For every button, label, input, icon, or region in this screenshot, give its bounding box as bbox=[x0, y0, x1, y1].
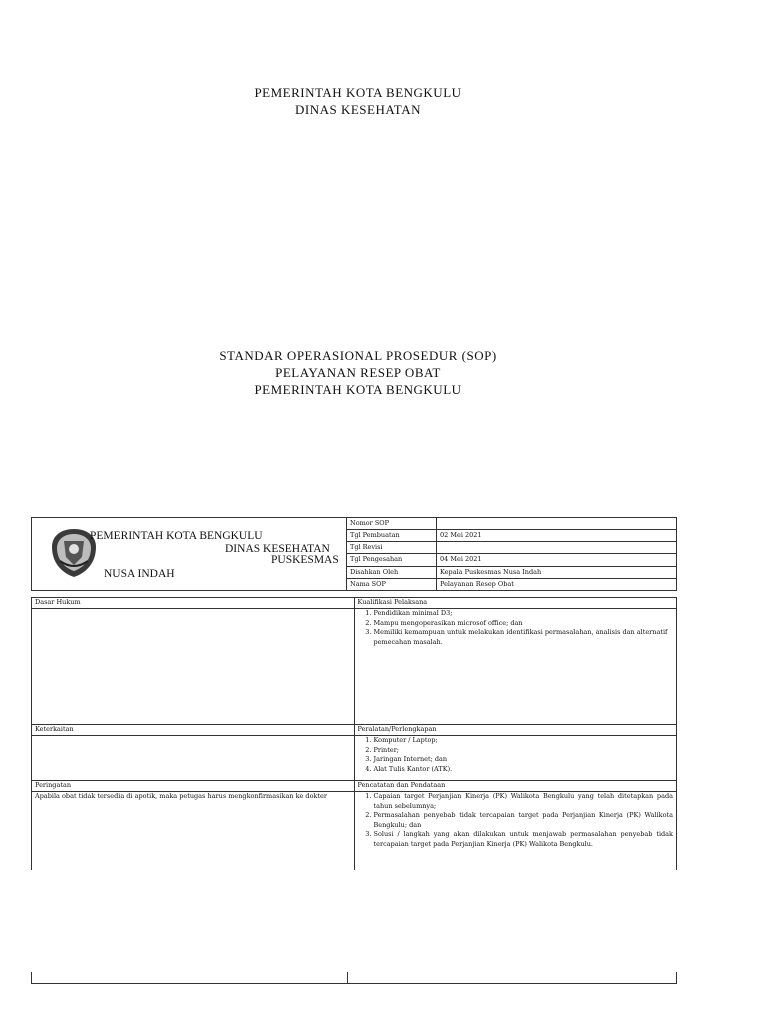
header-value: Pelayanan Resep Obat bbox=[437, 578, 677, 590]
header-value bbox=[437, 518, 677, 530]
list-item: 1. Komputer / Laptop; bbox=[374, 736, 674, 746]
institution-line-1: PEMERINTAH KOTA BENGKULU bbox=[90, 530, 263, 542]
peralatan-list bbox=[358, 736, 674, 774]
kualifikasi-label: Kualifikasi Pelaksana bbox=[354, 598, 677, 609]
header-key: Nomor SOP bbox=[347, 518, 437, 530]
sop-header-table bbox=[31, 517, 677, 591]
header-value: 02 Mei 2021 bbox=[437, 530, 677, 542]
border-line bbox=[31, 983, 677, 984]
list-item: 1. Capaian target Perjanjian Kinerja (PK) Walikota Bengkulu yang telah ditetapkan pada tahun sebelumnya; bbox=[374, 792, 674, 811]
header-value: 04 Mei 2021 bbox=[437, 554, 677, 566]
cover-heading-top bbox=[0, 84, 716, 118]
dasar-hukum-content bbox=[32, 609, 355, 725]
peralatan-content bbox=[354, 736, 677, 781]
keterkaitan-content bbox=[32, 736, 355, 781]
cover-line-2: DINAS KESEHATAN bbox=[295, 102, 421, 117]
table-bottom-border bbox=[31, 972, 677, 984]
header-key: Tgl Pengesahan bbox=[347, 554, 437, 566]
pencatatan-list bbox=[358, 792, 674, 849]
peringatan-label: Peringatan bbox=[32, 781, 355, 792]
cover-heading-sop bbox=[0, 347, 716, 398]
list-item: 3. Memiliki kemampuan untuk melakukan identifikasi permasalahan, analisis dan alternatif pemecahan masalah. bbox=[374, 628, 674, 647]
institution-line-2: DINAS KESEHATAN bbox=[225, 543, 330, 555]
keterkaitan-label: Keterkaitan bbox=[32, 725, 355, 736]
peringatan-content: Apabila obat tidak tersedia di apotik, maka petugas harus mengkonfirmasikan ke dokter bbox=[32, 792, 355, 871]
header-key: Tgl Revisi bbox=[347, 542, 437, 554]
header-key: Nama SOP bbox=[347, 578, 437, 590]
peralatan-label: Peralatan/Perlengkapan bbox=[354, 725, 677, 736]
cover-line-3: STANDAR OPERASIONAL PROSEDUR (SOP) bbox=[219, 348, 497, 363]
institution-cell bbox=[32, 518, 347, 591]
sop-body-table bbox=[31, 597, 677, 870]
list-item: 2. Mampu mengoperasikan microsof office; dan bbox=[374, 619, 674, 629]
kualifikasi-list bbox=[358, 609, 674, 647]
list-item: 2. Printer; bbox=[374, 746, 674, 756]
cover-line-1: PEMERINTAH KOTA BENGKULU bbox=[254, 85, 462, 100]
kualifikasi-content bbox=[354, 609, 677, 725]
pencatatan-content bbox=[354, 792, 677, 871]
list-item: 3. Jaringan Internet; dan bbox=[374, 755, 674, 765]
institution-line-3: PUSKESMAS bbox=[271, 554, 339, 566]
pencatatan-label: Pencatatan dan Pendataan bbox=[354, 781, 677, 792]
dasar-hukum-label: Dasar Hukum bbox=[32, 598, 355, 609]
list-item: 1. Pendidikan minimal D3; bbox=[374, 609, 674, 619]
header-key: Disahkan Oleh bbox=[347, 566, 437, 578]
cover-line-5: PEMERINTAH KOTA BENGKULU bbox=[254, 382, 462, 397]
header-value bbox=[437, 542, 677, 554]
institution-line-4: NUSA INDAH bbox=[104, 568, 175, 580]
header-key: Tgl Pembuatan bbox=[347, 530, 437, 542]
cover-line-4: PELAYANAN RESEP OBAT bbox=[275, 365, 441, 380]
header-value: Kepala Puskesmas Nusa Indah bbox=[437, 566, 677, 578]
list-item: 3. Solusi / langkah yang akan dilakukan untuk menjawab permasalahan penyebab tidak tercapaian target pada Perjanjian Kinerja (PK) Walikota Bengkulu. bbox=[374, 830, 674, 849]
list-item: 2. Permasalahan penyebab tidak tercapaian target pada Perjanjian Kinerja (PK) Walikota Bengkulu; dan bbox=[374, 811, 674, 830]
list-item: 4. Alat Tulis Kantor (ATK). bbox=[374, 765, 674, 775]
